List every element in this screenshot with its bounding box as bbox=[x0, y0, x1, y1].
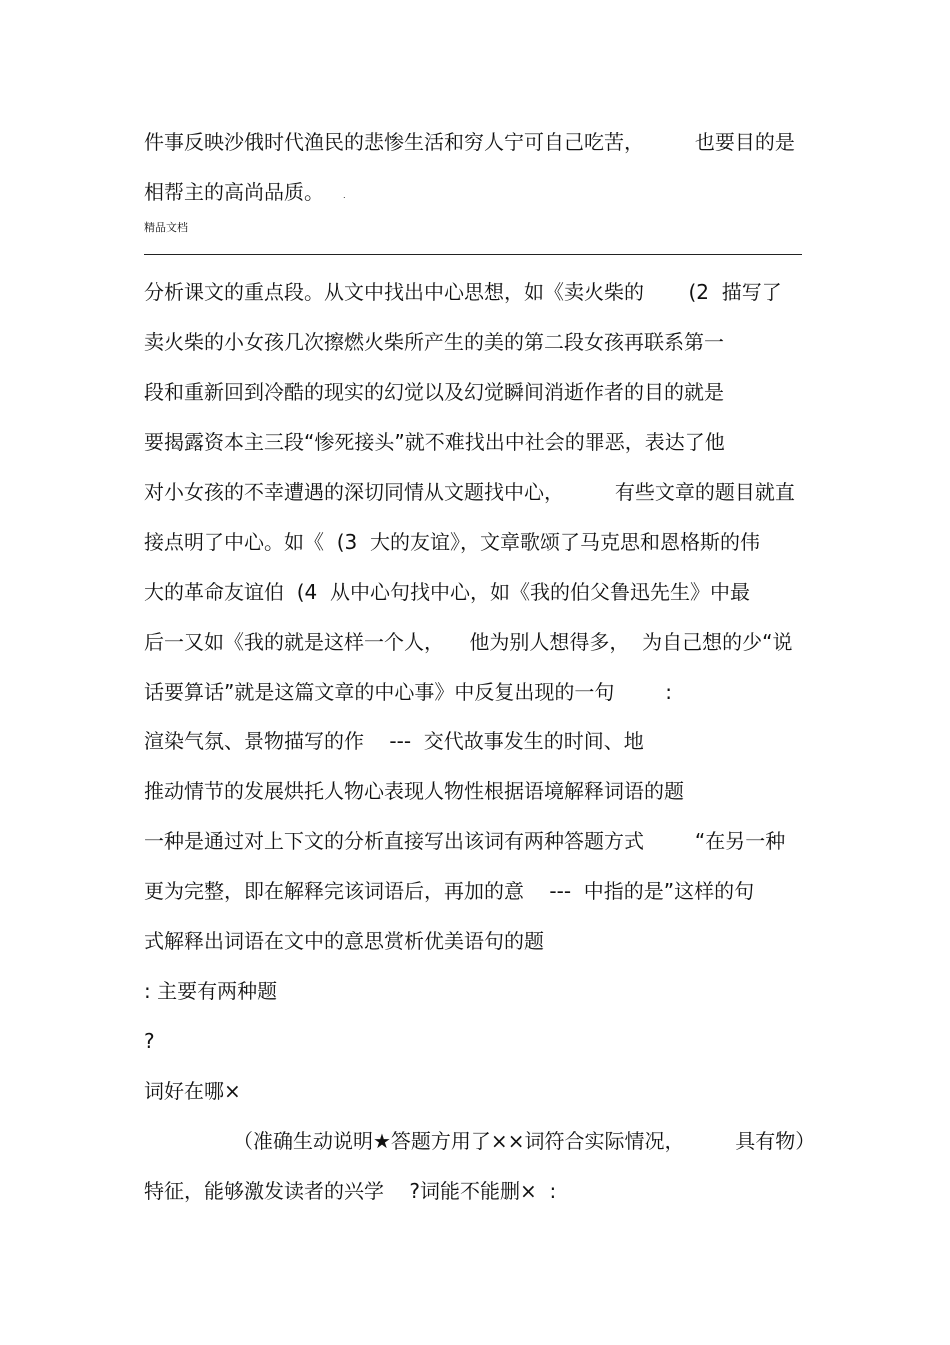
text-line: 推动情节的发展烘托人物心表现人物性根据语境解释词语的题 bbox=[144, 779, 684, 803]
text-line: 话要算话”就是这篇文章的中心事》中反复出现的一句 : bbox=[144, 680, 672, 704]
text-line: 渲染气氛、景物描写的作 --- 交代故事发生的时间、地 bbox=[144, 729, 644, 753]
stray-dot: . bbox=[343, 191, 346, 200]
text-line: ? bbox=[144, 1029, 155, 1053]
text-line: 一种是通过对上下文的分析直接写出该词有两种答题方式 “在另一种 bbox=[144, 829, 786, 853]
text-line: 相帮主的高尚品质。 bbox=[144, 180, 324, 204]
text-line: 分析课文的重点段。从文中找出中心思想，如《卖火柴的 (2 描写了 bbox=[144, 280, 782, 304]
text-line: 大的革命友谊伯 (4 从中心句找中心，如《我的伯父鲁迅先生》中最 bbox=[144, 580, 750, 604]
text-line: 后一又如《我的就是这样一个人， 他为别人想得多， 为自己想的少“说 bbox=[144, 630, 793, 654]
text-line: 要揭露资本主三段“惨死接头”就不难找出中社会的罪恶，表达了他 bbox=[144, 430, 725, 454]
text-line: 件事反映沙俄时代渔民的悲惨生活和穷人宁可自己吃苦， 也要目的是 bbox=[144, 130, 795, 154]
text-line: 卖火柴的小女孩几次擦燃火柴所产生的美的第二段女孩再联系第一 bbox=[144, 330, 724, 354]
header-divider bbox=[144, 254, 802, 255]
text-line: 特征，能够激发读者的兴学 ?词能不能删× : bbox=[144, 1179, 557, 1203]
text-line: 对小女孩的不幸遭遇的深切同情从文题找中心， 有些文章的题目就直 bbox=[144, 480, 795, 504]
text-line: 式解释出词语在文中的意思赏析优美语句的题 bbox=[144, 929, 544, 953]
text-line: 接点明了中心。如《 (3 大的友谊》，文章歌颂了马克思和恩格斯的伟 bbox=[144, 530, 760, 554]
text-line: 段和重新回到冷酷的现实的幻觉以及幻觉瞬间消逝作者的目的就是 bbox=[144, 380, 724, 404]
text-line: 更为完整，即在解释完该词语后，再加的意 --- 中指的是”这样的句 bbox=[144, 879, 755, 903]
text-line: 词好在哪× bbox=[144, 1079, 241, 1103]
text-line: : 主要有两种题 bbox=[144, 979, 278, 1003]
header-label: 精品文档 bbox=[144, 221, 188, 234]
text-line: （准确生动说明★答题方用了××词符合实际情况， 具有物） bbox=[144, 1129, 816, 1153]
